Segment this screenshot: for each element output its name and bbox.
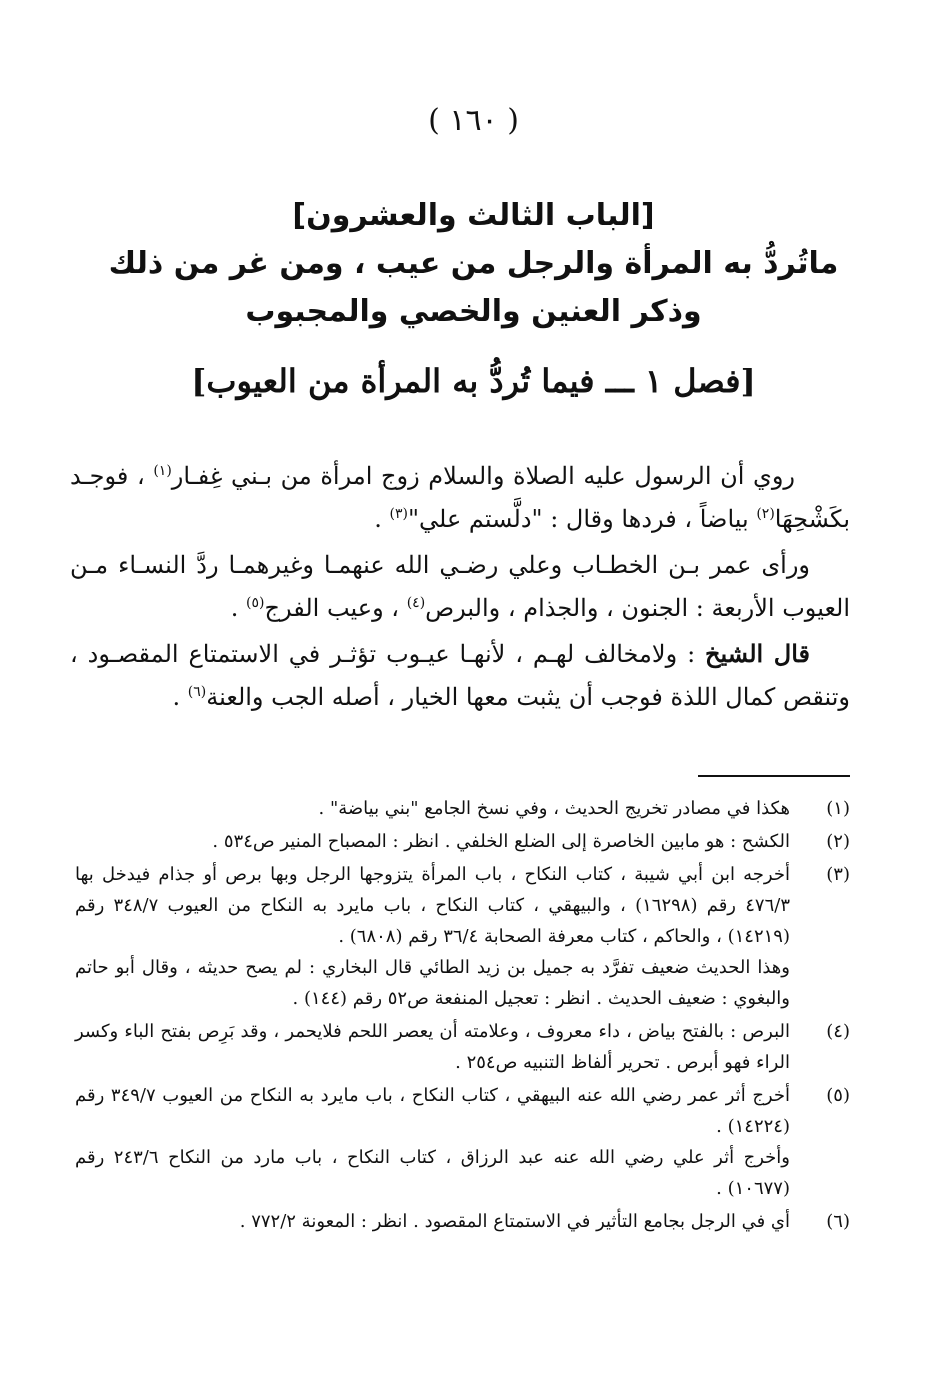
footnote-number: (١) bbox=[826, 798, 850, 819]
footnote-text: أخرج أثر عمر رضي الله عنه البيهقي ، كتاب النكاح ، باب مايرد به النكاح من العيوب ٣٤٩/٧ رقم (١٤٢٢٤) . bbox=[75, 1085, 790, 1137]
footnote-4 bbox=[75, 1016, 850, 1078]
footnote-text: وهذا الحديث ضعيف تفرَّد به جميل بن زيد الطائي قال البخاري : لم يصح حديثه ، وقال أبو حاتم والبغوي : ضعيف الحديث . انظر : تعجيل المنفعة ص٥٢ رقم (١٤٤) . bbox=[75, 957, 790, 1009]
paragraph-2 bbox=[70, 546, 850, 627]
footnote-number: (٦) bbox=[826, 1211, 850, 1232]
paragraph-1-text-a: روي أن الرسول عليه الصلاة والسلام زوج امرأة من بـني غِفـار bbox=[171, 462, 796, 490]
footnote-2 bbox=[75, 826, 850, 857]
footnote-text: الكشح : هو مابين الخاصرة إلى الضلع الخلفي . انظر : المصباح المنير ص٥٣٤ . bbox=[212, 831, 790, 852]
footnote-ref-6: (٦) bbox=[187, 684, 207, 700]
footnote-separator bbox=[698, 775, 850, 777]
footnote-number: (٤) bbox=[826, 1021, 850, 1042]
paragraph-3-text-b: . bbox=[172, 683, 188, 711]
footnote-number: (٣) bbox=[826, 864, 850, 885]
footnote-number: (٢) bbox=[826, 831, 850, 852]
footnote-6 bbox=[75, 1206, 850, 1237]
footnote-ref-1: (١) bbox=[153, 463, 172, 479]
paragraph-3-text-a: : ولامخالف لهـم ، لأنهـا عيـوب تؤثـر في الاستمتاع المقصـود ، وتنقص كمال اللذة فوجب أن يثبت معها الخيار ، أصله الجب والعنة bbox=[70, 640, 850, 711]
chapter-title-line-3: وذكر العنين والخصي والمجبوب bbox=[245, 294, 702, 329]
footnote-5 bbox=[75, 1080, 850, 1204]
footnote-text: هكذا في مصادر تخريج الحديث ، وفي نسخ الجامع "بني بياضة" . bbox=[318, 798, 790, 819]
footnote-ref-2: (٢) bbox=[756, 506, 775, 522]
paragraph-2-text-b: ، وعيب الفرج bbox=[264, 594, 407, 622]
footnote-ref-4: (٤) bbox=[406, 595, 426, 611]
footnote-ref-3: (٣) bbox=[389, 506, 408, 522]
footnote-text: أخرجه ابن أبي شيبة ، كتاب النكاح ، باب المرأة يتزوجها الرجل وبها برص أو جذام فيدخل بها ٤٧٦/٣ رقم (١٦٢٩٨) ، والبيهقي ، كتاب النكاح ، باب مايرد به النكاح من العيوب ٣٤٨/٧ رقم (١٤٢١٩) ، والحاكم ، كتاب معرفة الصحابة ٣٦/٤ رقم (٦٨٠٨) . bbox=[75, 864, 790, 947]
section-title: [فصل ١ ـــ فيما تُردُّ به المرأة من العيوب] bbox=[191, 362, 756, 400]
paragraph-2-text-a: ورأى عمر بـن الخطـاب وعلي رضـي الله عنهمـا وغيرهمـا ردَّ النسـاء مـن العيوب الأربعة : الجنون ، والجذام ، والبرص bbox=[70, 551, 850, 622]
paragraph-1-text-b: ، فوجـد بكَشْحِهَا bbox=[70, 462, 850, 533]
page-number: ( ١٦٠ ) bbox=[428, 103, 519, 138]
footnote-text: وأخرج أثر علي رضي الله عنه عبد الرزاق ، كتاب النكاح ، باب مارد من النكاح ٢٤٣/٦ رقم (١٠٦٧٧) . bbox=[75, 1147, 790, 1199]
chapter-title-line-1: [الباب الثالث والعشرون] bbox=[292, 198, 655, 233]
footnote-3 bbox=[75, 859, 850, 1014]
footnote-number: (٥) bbox=[826, 1085, 850, 1106]
footnote-1 bbox=[75, 793, 850, 824]
chapter-heading bbox=[60, 192, 887, 336]
footnotes bbox=[75, 793, 850, 1239]
footnote-ref-5: (٥) bbox=[246, 595, 265, 611]
chapter-title-line-2: ماتُردُّ به المرأة والرجل من عيب ، ومن غر من ذلك bbox=[108, 246, 839, 281]
footnote-text: البرص : بالفتح بياض ، داء معروف ، وعلامته أن يعصر اللحم فلايحمر ، وقد بَرِص بفتح الباء وكسر الراء فهو أبرص . تحرير ألفاظ التنبيه ص٢٥٤ . bbox=[75, 1021, 790, 1073]
sheikh-lead: قال الشيخ bbox=[705, 639, 811, 668]
paragraph-1 bbox=[70, 452, 850, 538]
main-text bbox=[70, 452, 850, 724]
footnote-text: أي في الرجل بجامع التأثير في الاستمتاع المقصود . انظر : المعونة ٧٧٢/٢ . bbox=[239, 1211, 790, 1232]
paragraph-2-text-c: . bbox=[230, 594, 246, 622]
paragraph-3 bbox=[70, 635, 850, 716]
paragraph-1-text-d: . bbox=[374, 505, 390, 533]
paragraph-1-text-c: بياضاً ، فردها وقال : "دلَّستم علي" bbox=[407, 505, 757, 533]
